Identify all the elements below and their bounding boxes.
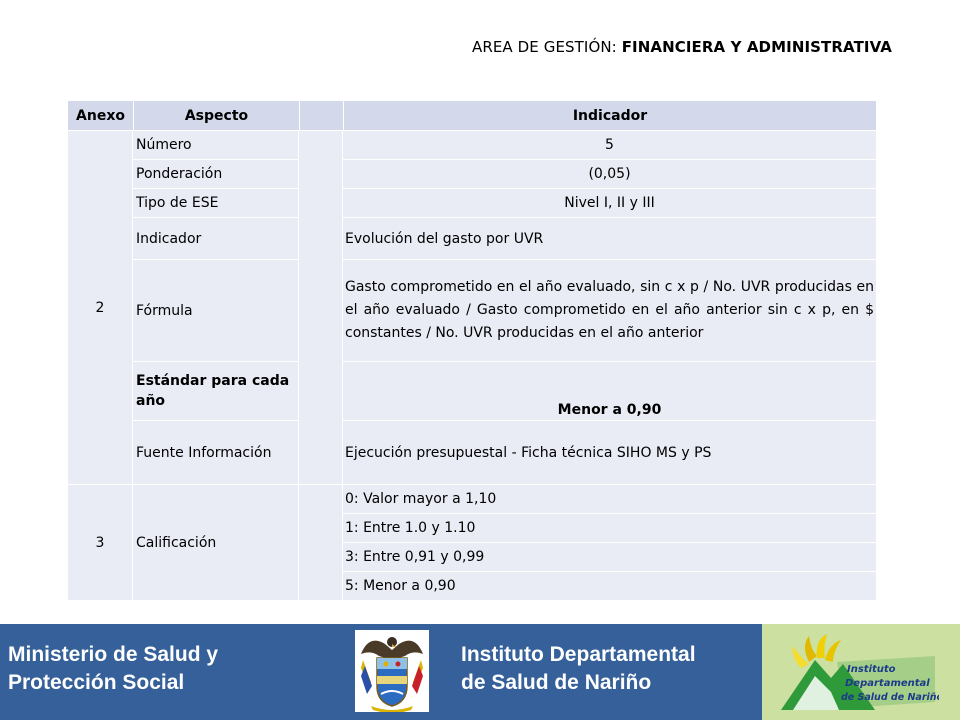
institute-logo-icon <box>779 632 939 712</box>
institute-name-line1: Instituto Departamental <box>461 643 696 666</box>
ministry-name <box>8 641 218 697</box>
table-row <box>68 484 876 513</box>
indicator-cell: Ejecución presupuestal - Ficha técnica SIHO MS y PS <box>343 420 876 484</box>
aspect-cell: Ponderación <box>133 159 299 188</box>
footer-band <box>0 624 960 720</box>
aspect-cell: Calificación <box>133 484 299 600</box>
table-row <box>68 188 876 217</box>
institute-name-line2: de Salud de Nariño <box>461 671 652 694</box>
rating-cell: 5: Menor a 0,90 <box>343 571 876 600</box>
formula-cell: Gasto comprometido en el año evaluado, sin c x p / No. UVR producidas en el año evaluado / Gasto comprometido en el año anterior sin c x p, en $ constantes / No. UVR producidas en el año anterior <box>343 259 876 361</box>
standard-cell: Menor a 0,90 <box>343 361 876 420</box>
area-title-value: FINANCIERA Y ADMINISTRATIVA <box>621 38 892 56</box>
blank-column <box>299 130 343 484</box>
header-blank <box>299 101 343 130</box>
area-title-prefix: AREA DE GESTIÓN: <box>471 38 622 56</box>
header-anexo: Anexo <box>68 101 133 130</box>
blank-column <box>299 484 343 600</box>
indicator-cell: Evolución del gasto por UVR <box>343 217 876 259</box>
table-row <box>68 217 876 259</box>
anexo-cell: 3 <box>68 484 133 600</box>
table-row <box>68 130 876 159</box>
area-title <box>0 38 892 56</box>
table-row <box>68 361 876 420</box>
aspect-cell: Fórmula <box>133 259 299 361</box>
aspect-cell: Estándar para cada año <box>133 361 299 420</box>
aspect-cell: Indicador <box>133 217 299 259</box>
rating-cell: 0: Valor mayor a 1,10 <box>343 484 876 513</box>
indicator-cell: Nivel I, II y III <box>343 188 876 217</box>
table-row <box>68 259 876 361</box>
ministry-name-line2: Protección Social <box>8 671 185 694</box>
ministry-name-line1: Ministerio de Salud y <box>8 643 219 666</box>
rating-cell: 3: Entre 0,91 y 0,99 <box>343 542 876 571</box>
table-row <box>68 420 876 484</box>
table-row <box>68 159 876 188</box>
anexo-cell: 2 <box>68 130 133 484</box>
logo-text-1: Instituto <box>847 664 896 675</box>
coat-of-arms-icon <box>355 630 429 712</box>
institute-name <box>461 641 696 697</box>
rating-cell: 1: Entre 1.0 y 1.10 <box>343 513 876 542</box>
logo-text-3: de Salud de Nariño <box>841 692 939 703</box>
header-indicador: Indicador <box>343 101 876 130</box>
footer-blue-band <box>0 624 762 720</box>
institute-logo-area <box>762 624 960 720</box>
indicator-cell: (0,05) <box>343 159 876 188</box>
aspect-cell: Tipo de ESE <box>133 188 299 217</box>
aspect-cell: Número <box>133 130 299 159</box>
logo-text-2: Departamental <box>845 678 930 689</box>
aspect-cell: Fuente Información <box>133 420 299 484</box>
indicator-cell: 5 <box>343 130 876 159</box>
indicator-table <box>68 101 876 600</box>
header-aspecto: Aspecto <box>133 101 299 130</box>
